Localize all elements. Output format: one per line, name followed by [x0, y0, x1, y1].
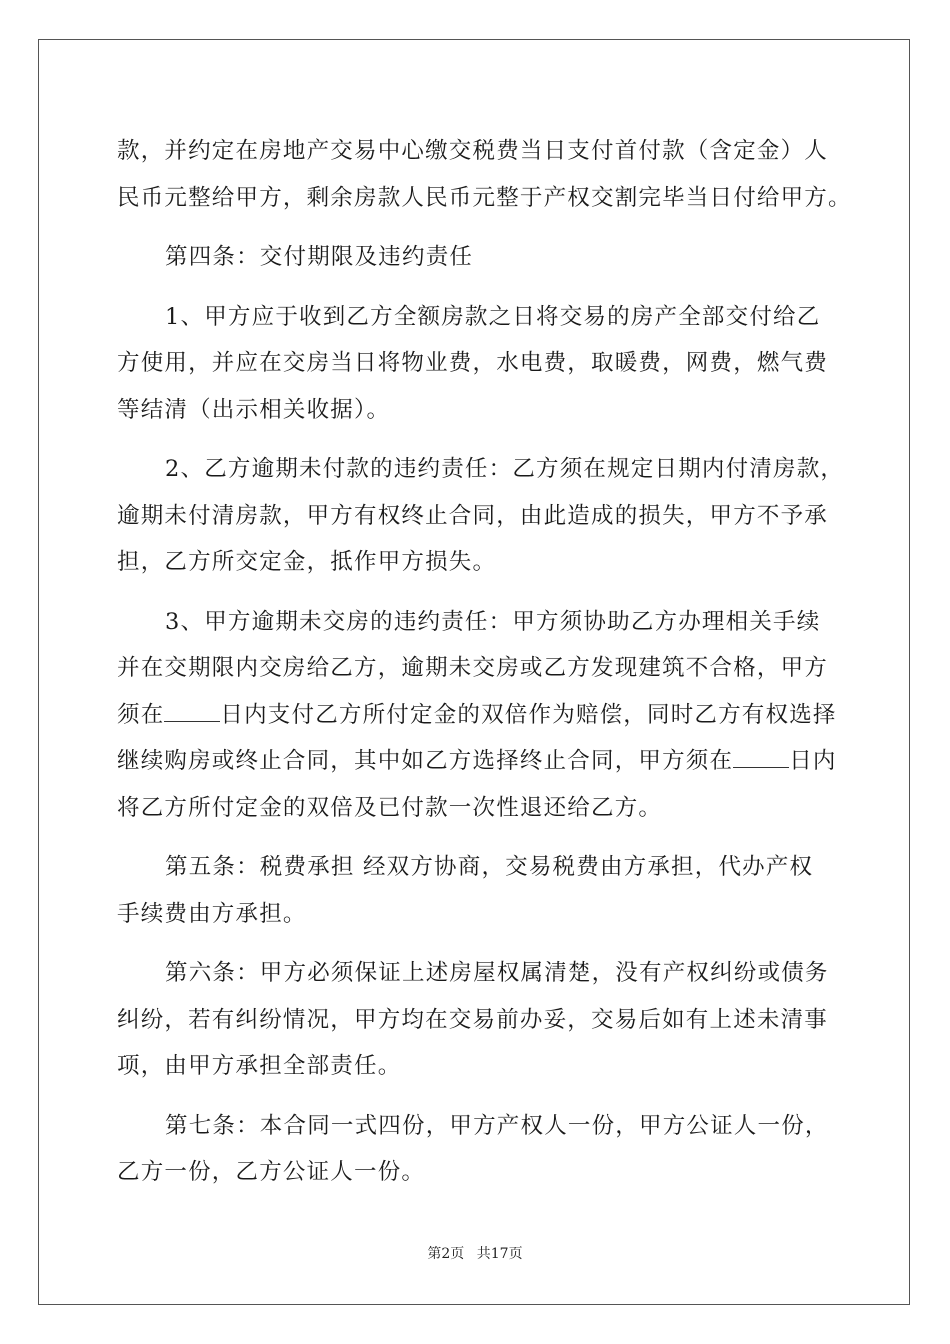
text-line: 项，由甲方承担全部责任。 [117, 1053, 402, 1079]
text-line: 民币元整给甲方，剩余房款人民币元整于产权交割完毕当日付给甲方。 [117, 184, 852, 211]
page-footer [0, 1243, 950, 1263]
text-line: 等结清（出示相关收据）。 [117, 396, 391, 423]
text-line: 款，并约定在房地产交易中心缴交税费当日支付首付款（含定金）人 [117, 138, 829, 164]
paragraph-article-6 [117, 950, 837, 1090]
heading-article-4 [117, 234, 837, 281]
text-line: 方使用，并应在交房当日将物业费，水电费，取暖费，网费，燃气费 [117, 350, 829, 376]
text-fragment: 继续购房或终止合同，其中如乙方选择终止合同，甲方须在 [117, 748, 734, 774]
text-line [117, 738, 837, 785]
text-line: 手续费由方承担。 [117, 900, 307, 927]
text-line: 第四条：交付期限及违约责任 [165, 244, 474, 270]
page-number: 第2页 [427, 1246, 465, 1262]
text-line: 第六条：甲方必须保证上述房屋权属清楚，没有产权纠纷或债务 [165, 960, 829, 986]
paragraph-clause-1 [117, 294, 837, 434]
text-line [117, 692, 837, 739]
text-line: 3、甲方逾期未交房的违约责任：甲方须协助乙方办理相关手续 [165, 608, 821, 635]
text-line: 第七条：本合同一式四份，甲方产权人一份，甲方公证人一份， [165, 1112, 829, 1139]
text-line: 乙方一份，乙方公证人一份。 [117, 1159, 426, 1185]
paragraph-article-5 [117, 844, 837, 937]
fill-in-blank [164, 701, 220, 722]
text-fragment: 日内支付乙方所付定金的双倍作为赔偿，同时乙方有权选择 [220, 701, 837, 728]
text-line: 担，乙方所交定金，抵作甲方损失。 [117, 549, 497, 575]
fill-in-blank [733, 747, 789, 768]
paragraph-clause-2 [117, 446, 845, 586]
document-body [117, 128, 852, 1209]
text-line: 将乙方所付定金的双倍及已付款一次性退还给乙方。 [117, 794, 663, 821]
text-line: 纠纷，若有纠纷情况，甲方均在交易前办妥，交易后如有上述未清事 [117, 1006, 829, 1033]
text-line: 逾期未付清房款，甲方有权终止合同，由此造成的损失，甲方不予承 [117, 502, 829, 529]
page-total: 共17页 [476, 1246, 523, 1262]
paragraph-article-7 [117, 1103, 837, 1196]
text-line: 2、乙方逾期未付款的违约责任：乙方须在规定日期内付清房款， [165, 456, 845, 482]
text-line: 并在交期限内交房给乙方，逾期未交房或乙方发现建筑不合格，甲方 [117, 655, 829, 681]
text-line: 1、甲方应于收到乙方全额房款之日将交易的房产全部交付给乙 [165, 303, 821, 330]
text-fragment: 须在 [117, 701, 165, 728]
paragraph-clause-3 [117, 599, 837, 832]
paragraph-payment-terms [117, 128, 852, 221]
text-fragment: 日内 [789, 748, 837, 774]
text-line: 第五条：税费承担 经双方协商，交易税费由方承担，代办产权 [165, 854, 814, 880]
